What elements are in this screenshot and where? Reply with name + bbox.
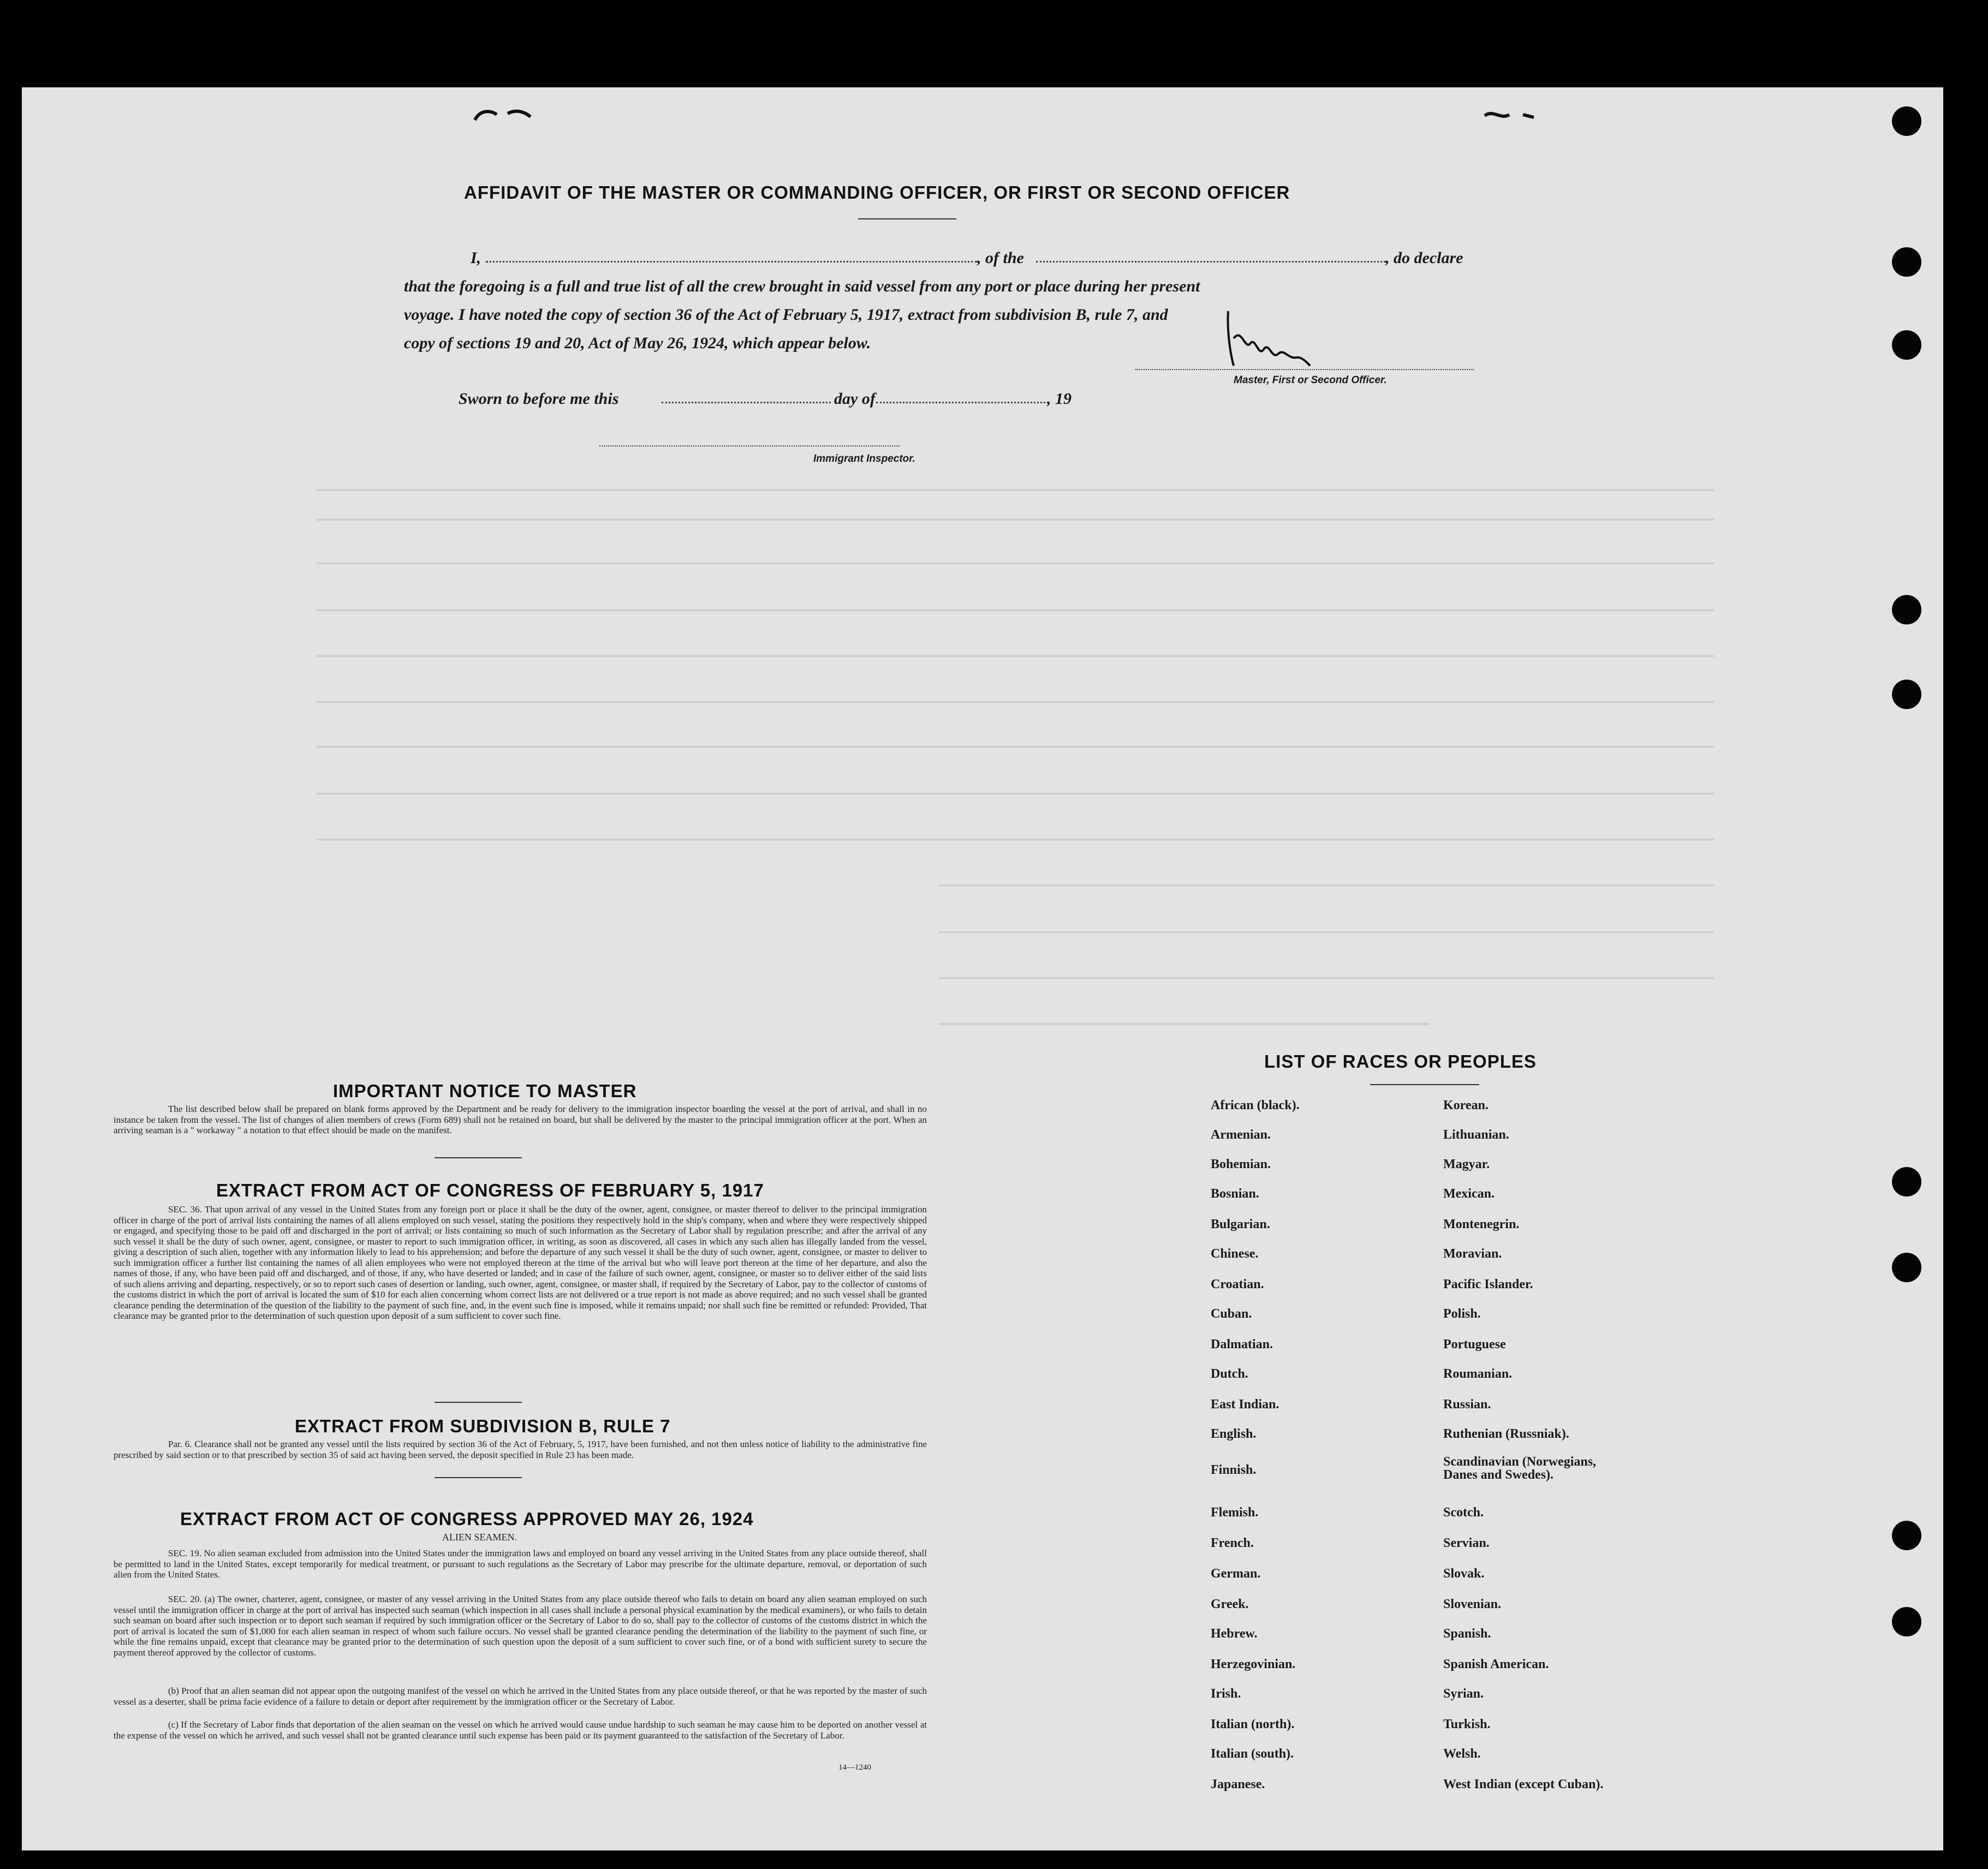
race-item: English. [1211, 1427, 1257, 1441]
race-item: West Indian (except Cuban). [1443, 1777, 1604, 1791]
affidavit-line-2: that the foregoing is a full and true list of all the crew brought in said vessel from any port or place during her present [404, 277, 1200, 295]
year-label: , 19 [1047, 390, 1072, 408]
race-item: Croatian. [1211, 1277, 1264, 1291]
notice-title: IMPORTANT NOTICE TO MASTER [333, 1081, 637, 1101]
sworn-month-field[interactable] [876, 402, 1045, 403]
race-item: Russian. [1443, 1397, 1491, 1412]
race-item: French. [1211, 1536, 1254, 1550]
notice-rule [434, 1157, 522, 1158]
races-title-rule [1370, 1084, 1479, 1085]
extract-rule7-rule [434, 1477, 522, 1478]
do-declare-label: , do declare [1385, 249, 1463, 267]
race-item: African (black). [1211, 1098, 1300, 1112]
form-number: 14—1240 [838, 1763, 871, 1772]
of-the-label: , of the [977, 249, 1024, 267]
race-item: Portuguese [1443, 1337, 1506, 1352]
extract-rule7-body: Par. 6. Clearance shall not be granted any vessel until the lists required by section 36 of the Act of February, 5, 1917, have been furnished, and not then unless notice of liability to the administrative fine prescribed by said section or to that prescribed by section 35 of said act having been served, the deposit specified in Rule 23 has been made. [114, 1439, 927, 1460]
punch-hole [1892, 680, 1921, 709]
race-item: German. [1211, 1567, 1261, 1581]
extract-1924-sec19: SEC. 19. No alien seaman excluded from admission into the United States under the immigration laws and employed on board any vessel arriving in the United States from any place outside thereof, shall be permitted to land in the United States, except temporarily for medical treatment, or pursuant to such regulations as the Secretary of Labor may prescribe for the ultimate departure, removal, or deportation of such alien from the United States. [114, 1548, 927, 1580]
punch-hole [1892, 595, 1921, 624]
race-item: Turkish. [1443, 1717, 1491, 1731]
race-item: Dutch. [1211, 1367, 1248, 1381]
race-item: Italian (south). [1211, 1747, 1294, 1761]
race-item: Dalmatian. [1211, 1337, 1273, 1352]
race-item: Hebrew. [1211, 1627, 1258, 1641]
officer-signature [1217, 306, 1316, 377]
race-item: Cuban. [1211, 1307, 1252, 1321]
race-item: Japanese. [1211, 1777, 1265, 1791]
punch-hole [1892, 1521, 1921, 1550]
race-item: Herzegovinian. [1211, 1657, 1296, 1671]
race-item: Scotch. [1443, 1505, 1484, 1520]
race-item: Italian (north). [1211, 1717, 1295, 1731]
punch-hole [1892, 1167, 1921, 1197]
race-item: Ruthenian (Russniak). [1443, 1427, 1569, 1441]
punch-hole [1892, 330, 1921, 360]
extract-1917-title: EXTRACT FROM ACT OF CONGRESS OF FEBRUARY 5, 1917 [216, 1180, 764, 1200]
sworn-day-field[interactable] [662, 402, 831, 403]
race-item: Korean. [1443, 1098, 1489, 1112]
extract-rule7-title: EXTRACT FROM SUBDIVISION B, RULE 7 [295, 1416, 671, 1436]
race-item: Scandinavian (Norwegians, Danes and Swedes). [1443, 1455, 1597, 1482]
race-item: Irish. [1211, 1687, 1241, 1701]
vessel-name-field[interactable] [1036, 261, 1385, 263]
stray-ink-mark [469, 104, 535, 126]
race-item: Spanish American. [1443, 1657, 1549, 1671]
race-item: Syrian. [1443, 1687, 1484, 1701]
inspector-signature-line[interactable] [599, 445, 900, 447]
race-item: Armenian. [1211, 1128, 1271, 1142]
race-item: Servian. [1443, 1536, 1490, 1550]
races-title: LIST OF RACES OR PEOPLES [1264, 1051, 1537, 1072]
extract-1924-title: EXTRACT FROM ACT OF CONGRESS APPROVED MAY 26, 1924 [180, 1509, 754, 1529]
punch-hole [1892, 1607, 1921, 1636]
race-item: Bulgarian. [1211, 1217, 1270, 1231]
extract-1924-subtitle: ALIEN SEAMEN. [442, 1532, 517, 1543]
affidavit-line-3: voyage. I have noted the copy of section 36 of the Act of February 5, 1917, extract from subdivision B, rule 7, and [404, 306, 1168, 324]
race-item: Lithuanian. [1443, 1128, 1509, 1142]
race-item: Welsh. [1443, 1747, 1481, 1761]
race-item: Bosnian. [1211, 1187, 1259, 1201]
extract-1917-rule [434, 1402, 522, 1403]
race-item: Mexican. [1443, 1187, 1495, 1201]
declarant-name-field[interactable] [486, 261, 977, 263]
extract-1924-sec20a: SEC. 20. (a) The owner, charterer, agent, consignee, or master of any vessel arriving in the United States from any place outside thereof who fails to detain on board any alien seaman employed on such vessel until the immigration officer in charge at the port of arrival has inspected such seaman (which inspection in all cases shall include a personal physical examination by the medical examiners), or who fails to detain such seaman on board after such inspection or to deport such seaman if required by such immigration officer or the Secretary of Labor to do so, shall pay to the collector of customs of the customs district in which the port of arrival is located the sum of $1,000 for each alien seaman in respect of whom such failure occurs. No vessel shall be granted clearance pending the determination of the liability to the payment of such fine, or while the fine remains unpaid, except that clearance may be granted prior to the determination of such question upon the deposit of a sum sufficient to cover such fine, or of a bond with sufficient surety to secure the payment thereof approved by the collector of customs. [114, 1594, 927, 1658]
race-item: Greek. [1211, 1597, 1249, 1611]
race-item: Bohemian. [1211, 1157, 1271, 1171]
extract-1917-body: SEC. 36. That upon arrival of any vessel in the United States from any foreign port or place it shall be the duty of the owner, agent, consignee, or master thereof to deliver to the principal immigration officer in charge of the port of arrival lists containing the names of all aliens employed on such vessel, stating the positions they respectively hold in the ship's company, when and where they were respectively shipped or engaged, and specifying those to be paid off and discharged in the port of arrival; or lists containing so much of such information as the Secretary of Labor shall by regulation prescribe; and after the arrival of any such vessel it shall be the duty of such owner, agent, consignee, or master to report to such immigration officer, in writing, as soon as discovered, all cases in which any such alien has illegally landed from the vessel, giving a description of such alien, together with any information likely to lead to his apprehension; and before the departure of any such vessel it shall be the duty of such owner, agent, consignee, or master to deliver to such immigration officer a further list containing the names of all alien employees who were not employed thereon at the time of the arrival but who will leave port thereon at the time of her departure, and also the names of those, if any, who have been paid off and discharged, and of those, if any, who have deserted or landed; and in case of the failure of such owner, agent, consignee, or master so to deliver either of the said lists of such aliens arriving and departing, respectively, or so to report such cases of desertion or landing, such owner, agent, consignee, or master shall, if required by the Secretary of Labor, pay to the collector of customs of the customs district in which the port of arrival is located the sum of $10 for each alien concerning whom correct lists are not delivered or a true report is not made as above required; and no such vessel shall be granted clearance pending the determination of the question of the liability to the payment of such fine, and, in the event such fine is imposed, while it remains unpaid; nor shall such fine be remitted or refunded: Provided, That clearance may be granted prior to the determination of such question upon deposit of a sum sufficient to cover such fine. [114, 1204, 927, 1321]
race-item: Slovenian. [1443, 1597, 1502, 1611]
extract-1924-sec20b: (b) Proof that an alien seaman did not appear upon the outgoing manifest of the vessel on which he arrived in the United States from any place outside thereof, or that he was reported by the master of such vessel as a deserter, shall be prima facie evidence of a failure to detain or deport after requirement by the immigration officer or the Secretary of Labor. [114, 1686, 927, 1707]
officer-caption: Master, First or Second Officer. [1234, 374, 1387, 386]
race-item: Magyar. [1443, 1157, 1490, 1171]
race-item: East Indian. [1211, 1397, 1279, 1412]
race-item: Moravian. [1443, 1247, 1502, 1261]
race-item: Chinese. [1211, 1247, 1259, 1261]
notice-body: The list described below shall be prepared on blank forms approved by the Department and be ready for delivery to the immigration inspector boarding the vessel at the port of arrival, and shall in no instance be taken from the vessel. The list of changes of alien members of crews (Form 689) shall not be retained on board, but shall be delivered by the master to the principal immigration officer at the port. When an arriving seaman is a " workaway " a notation to that effect should be made on the manifest. [114, 1104, 927, 1135]
race-item: Pacific Islander. [1443, 1277, 1533, 1291]
punch-hole [1892, 247, 1921, 277]
race-item: Spanish. [1443, 1627, 1491, 1641]
race-item: Slovak. [1443, 1567, 1485, 1581]
form-sheet [22, 87, 1943, 1850]
inspector-caption: Immigrant Inspector. [813, 453, 915, 465]
stray-ink-mark-2 [1479, 104, 1545, 126]
sworn-label: Sworn to before me this [459, 390, 619, 408]
punch-hole [1892, 106, 1921, 136]
day-of-label: day of [834, 390, 876, 408]
race-item: Polish. [1443, 1307, 1481, 1321]
affidavit-title: AFFIDAVIT OF THE MASTER OR COMMANDING OFFICER, OR FIRST OR SECOND OFFICER [464, 182, 1290, 203]
race-item: Roumanian. [1443, 1367, 1513, 1381]
race-item: Montenegrin. [1443, 1217, 1520, 1231]
extract-1924-sec20c: (c) If the Secretary of Labor finds that deportation of the alien seaman on the vessel on which he arrived would cause undue hardship to such seaman he may cause him to be deported on another vessel at the expense of the vessel on which he arrived, and such vessel shall not be granted clearance until such expense has been paid or its payment guaranteed to the satisfaction of the Secretary of Labor. [114, 1719, 927, 1741]
declarant-prefix: I, [471, 249, 481, 267]
affidavit-line-4: copy of sections 19 and 20, Act of May 26, 1924, which appear below. [404, 334, 871, 352]
affidavit-title-rule [858, 218, 956, 219]
race-item: Flemish. [1211, 1505, 1259, 1520]
race-item: Finnish. [1211, 1463, 1257, 1477]
punch-hole [1892, 1253, 1921, 1282]
